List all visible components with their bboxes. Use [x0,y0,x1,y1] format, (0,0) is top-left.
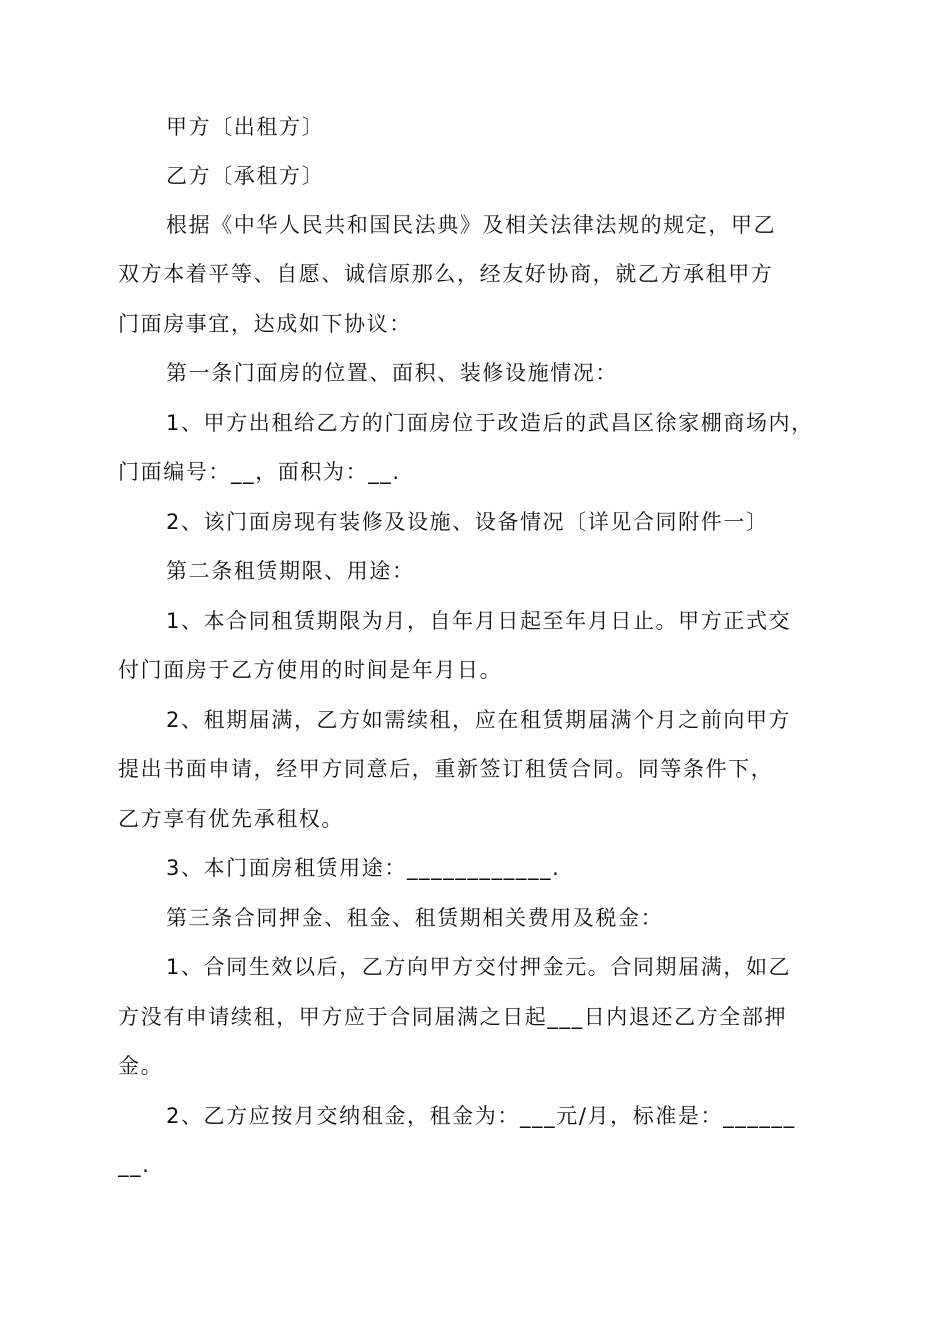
article-3-item-1-line-1: 1、合同生效以后，乙方向甲方交付押金元。合同期届满，如乙 [166,955,792,979]
preamble-line-2: 双方本着平等、自愿、诚信原那么，经友好协商，就乙方承租甲方 [118,262,774,286]
article-3-item-1-line-2: 方没有申请续租，甲方应于合同届满之日起___日内退还乙方全部押 [118,1005,788,1029]
article-1-item-1-line-1: 1、甲方出租给乙方的门面房位于改造后的武昌区徐家棚商场内， [166,411,814,435]
article-3-heading: 第三条合同押金、租金、租赁期相关费用及税金： [166,906,664,930]
article-2-item-2-line-2: 提出书面申请，经甲方同意后，重新签订租赁合同。同等条件下， [118,757,774,781]
preamble-line-1: 根据《中华人民共和国民法典》及相关法律法规的规定，甲乙 [166,213,777,237]
party-a-line: 甲方〔出租方〕 [166,115,325,139]
article-1-heading: 第一条门面房的位置、面积、装修设施情况： [166,361,618,385]
article-2-item-2-line-3: 乙方享有优先承租权。 [118,807,344,831]
article-3-item-2-line-2: __. [118,1153,151,1177]
article-2-item-1-line-2: 付门面房于乙方使用的时间是年月日。 [118,658,503,682]
preamble-line-3: 门面房事宜，达成如下协议： [118,312,412,336]
article-3-item-1-line-3: 金。 [118,1054,164,1078]
article-1-item-1-line-2: 门面编号：__，面积为：__. [118,460,401,484]
article-2-heading: 第二条租赁期限、用途： [166,559,415,583]
article-2-item-2-line-1: 2、租期届满，乙方如需续租，应在租赁期届满个月之前向甲方 [166,708,792,732]
article-3-item-2-line-1: 2、乙方应按月交纳租金，租金为：___元/月，标准是：______ [166,1104,796,1128]
article-2-item-3: 3、本门面房租赁用途：____________. [166,856,561,880]
party-b-line: 乙方〔承租方〕 [166,164,325,188]
article-2-item-1-line-1: 1、本合同租赁期限为月，自年月日起至年月日止。甲方正式交 [166,609,792,633]
article-1-item-2: 2、该门面房现有装修及设施、设备情况〔详见合同附件一〕 [166,510,769,534]
